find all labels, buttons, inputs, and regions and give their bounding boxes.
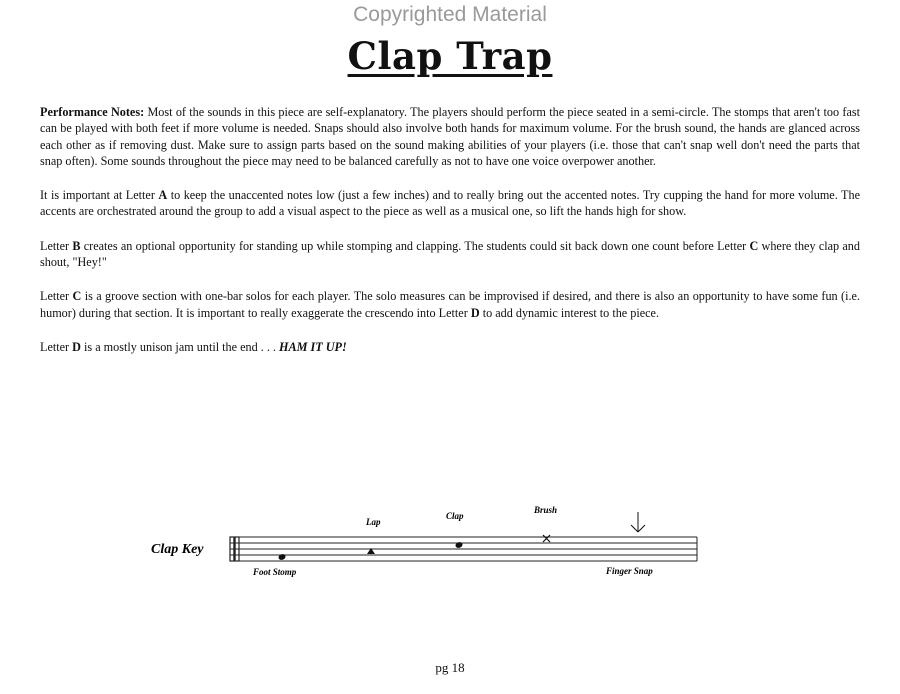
brush-note	[543, 535, 550, 542]
page-title: Clap Trap	[347, 34, 553, 78]
paragraph-2-text-end: to keep the unaccented notes low (just a few inches) and to really bring out the accented notes. Try cupping the hand for more volume. The accents are orchestrated around the group to add a visual aspect to the piece as well as a musical one, so lift the hands high for show.	[40, 188, 860, 219]
foot-stomp-label: Foot Stomp	[253, 567, 297, 577]
brush-label: Brush	[534, 505, 558, 515]
clap-key-label: Clap Key	[151, 542, 204, 557]
paragraph-5-text: Letter	[40, 339, 73, 354]
paragraph-3-text-mid: creates an optional opportunity for standing up while stomping and clapping. The students could sit back down one count before Letter	[80, 238, 750, 253]
paragraph-4-text: Letter	[40, 289, 73, 304]
watermark: Copyrighted Material	[353, 3, 547, 26]
letter-a: A	[158, 188, 168, 203]
notes-label: Performance Notes:	[40, 105, 145, 119]
performance-notes	[40, 104, 860, 373]
finger-snap-note	[631, 512, 645, 532]
paragraph-1-text: Most of the sounds in this piece are self-explanatory. The players should perform the piece seated in a semi-circle. The stomps that aren't too fast can be played with both feet if more volume is needed. Snaps should also involve both hands for maximum volume. For the brush sound, the hands are glanced across each other as if removing dust. Make sure to assign parts based on the sound making abilities of your players (i.e. those that can't snap well don't need the parts that snap often). Some sounds throughout the piece may need to be balanced carefully as not to have one voice overpower another.	[40, 105, 860, 168]
letter-b: B	[72, 238, 81, 253]
letter-c: C	[72, 289, 82, 304]
staff	[230, 537, 697, 561]
paragraph-4-text-mid: is a groove section with one-bar solos for each player. The solo measures can be improvised if desired, and there is also an opportunity to have some fun (i.e. humor) during that section. It is important to really exaggerate the crescendo into Letter	[40, 289, 860, 320]
paragraph-2	[40, 187, 860, 220]
paragraph-2-text: It is important at Letter	[40, 188, 159, 203]
paragraph-3-text-end: where they clap and shout, "Hey!"	[40, 238, 860, 270]
page-number: pg 18	[435, 660, 465, 675]
paragraph-5	[40, 339, 860, 355]
letter-d: D	[72, 339, 81, 354]
clap-label: Clap	[446, 511, 464, 521]
paragraph-3-text: Letter	[40, 238, 73, 253]
letter-c: C	[749, 238, 759, 253]
ham-it-up: HAM IT UP!	[279, 339, 347, 354]
letter-d: D	[470, 305, 480, 320]
finger-snap-label: Finger Snap	[606, 566, 653, 576]
foot-stomp-note	[278, 553, 287, 561]
paragraph-4	[40, 288, 860, 321]
paragraph-3	[40, 238, 860, 271]
paragraph-1	[40, 104, 860, 169]
lap-label: Lap	[366, 517, 381, 527]
paragraph-4-text-end: to add dynamic interest to the piece.	[479, 305, 660, 320]
clap-key-diagram	[0, 490, 900, 600]
paragraph-5-text-mid: is a mostly unison jam until the end . . .	[80, 339, 280, 354]
clap-note	[455, 541, 464, 549]
